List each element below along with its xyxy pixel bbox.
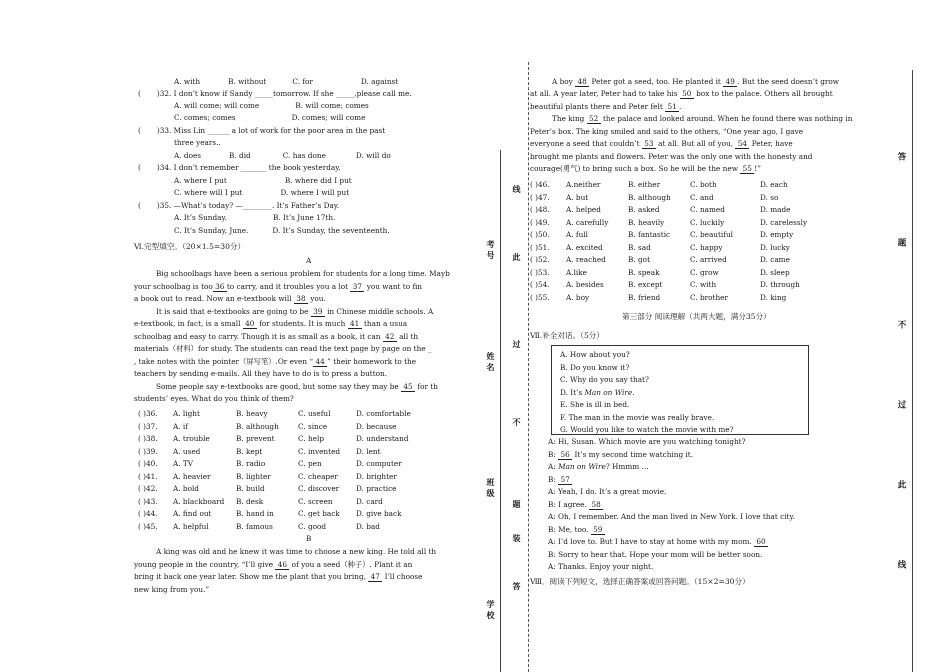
choice-b[interactable]: B. radio (236, 459, 266, 468)
choice-c[interactable]: C. both (690, 180, 717, 189)
choice-b[interactable]: B. got (628, 255, 650, 264)
question-number[interactable]: ( )42. (138, 484, 158, 493)
question-number[interactable]: ( )39. (138, 446, 158, 456)
blank-37[interactable]: 37 (350, 282, 364, 292)
choice-c[interactable]: C. grow (690, 267, 719, 277)
passage-b-cont: A boy 48 Peter got a seed, too. He planted it 49 . But the seed doesn’t grow (552, 77, 839, 86)
blank-48[interactable]: 48 (575, 77, 589, 87)
choice-b[interactable]: B. desk (236, 496, 264, 506)
blank-58[interactable]: 58 (589, 500, 603, 510)
choice-d[interactable]: D. king (760, 292, 787, 302)
passage-b-cont: everyone a seed that couldn’t 53 at all. But all of you, 54 Peter, have (530, 139, 793, 148)
passage-b-line: young people in the country, “I’ll give 46 of you a seed（种子）. Plant it an (134, 560, 413, 569)
choice-d[interactable]: D. card (356, 496, 383, 506)
passage-b-cont: courage(勇气) to bring such a box. So he will be the new 55 !” (530, 164, 761, 173)
choice-c[interactable]: C. and (690, 192, 714, 202)
label-name: 姓名 (486, 352, 496, 374)
question-number[interactable]: ( )47. (530, 192, 550, 202)
question-number[interactable]: ( )52. (530, 255, 550, 264)
choice-a[interactable]: A. boy (566, 292, 590, 302)
choice-d[interactable]: D. bad (356, 521, 380, 531)
choice-c[interactable]: C. since (298, 421, 328, 431)
question-number[interactable]: ( )53. (530, 267, 550, 277)
choice-a[interactable]: A. excited (566, 242, 603, 252)
blank-50[interactable]: 50 (680, 89, 694, 99)
question-number[interactable]: ( )49. (530, 217, 550, 227)
options-box (551, 345, 809, 435)
choice-a[interactable]: A. find out (173, 509, 212, 518)
choice-d[interactable]: D. sleep (760, 267, 790, 277)
choice-a[interactable]: A. but (566, 192, 589, 202)
blank-42[interactable]: 42 (383, 332, 397, 342)
dialog-line: A: Oh, I remember. And the man lived in New York. I love that city. (548, 512, 795, 521)
question-number[interactable]: ( )46. (530, 180, 550, 189)
passage-b-cont: beautiful plants there and Peter felt 51 . (530, 102, 682, 111)
choice-a[interactable]: A. light (173, 409, 200, 418)
section-7-title: Ⅶ.补全对话。（5分） (530, 331, 604, 340)
choice-d[interactable]: D. comfortable (356, 409, 411, 418)
passage-a-line: Some people say e-textbooks are good, but some say they may be 45 for th (156, 382, 438, 391)
choice-d[interactable]: D. so (760, 192, 779, 202)
choice-d[interactable]: D. practice (356, 484, 397, 493)
question-32: ( )32. I don’t know if Sandy _____tomorrow. If she _____,please call me. (138, 89, 412, 98)
dialog-line: B: Sorry to hear that. Hope your mom will be better soon. (548, 550, 763, 559)
choice-d[interactable]: D. computer (356, 459, 402, 468)
choice-a[interactable]: A. carefully (566, 217, 609, 227)
right-mark: 题 (896, 238, 906, 247)
binding-mark: 题 (512, 500, 522, 511)
binding-mark: 不 (512, 418, 522, 429)
choice-a[interactable]: A. bold (173, 484, 199, 493)
passage-b-label: B (306, 534, 312, 543)
dialog-line: A: I’d love to. But I have to stay at home with my mom. 60 (548, 537, 768, 547)
choice-b[interactable]: B. sad (628, 242, 651, 252)
passage-a-line: , take notes with the pointer（屏写笔）.Or even “ 44 ” their homework to the (134, 357, 417, 366)
choice-a[interactable]: A. helped (566, 205, 601, 214)
choice-b[interactable]: B. prevent (236, 434, 275, 443)
choice-b[interactable]: B. heavily (628, 217, 665, 227)
blank-56[interactable]: 56 (558, 450, 572, 460)
choice-a[interactable]: A. TV (173, 459, 194, 468)
choice-a[interactable]: A. reached (566, 255, 606, 264)
passage-a-line: schoolbag and easy to carry. Though it is as small as a book, it can 42 all th (134, 332, 419, 341)
blank-59[interactable]: 59 (591, 525, 605, 535)
choice-b[interactable]: B. fantastic (628, 230, 671, 239)
passage-a-line: Big schoolbags have been a serious problem for students for a long time. Mayb (156, 269, 450, 278)
box-option-c: C. Why do you say that? (560, 375, 649, 384)
question-number[interactable]: ( )50. (530, 230, 550, 239)
choice-c[interactable]: C. invented (298, 446, 341, 456)
blank-39[interactable]: 39 (311, 307, 325, 317)
option-row: A. does B. did C. has done D. will do (174, 151, 391, 160)
dialog-line: B: 57 (548, 475, 572, 485)
passage-b-cont: brought me plants and flowers. Peter was the only one with the honesty and (530, 152, 813, 161)
question-number[interactable]: ( )37. (138, 421, 158, 431)
passage-b-cont: The king 52 the palace and looked around. When he found there was nothing in (552, 114, 853, 123)
passage-b-cont: at all. A year later, Peter had to take his 50 box to the palace. Others all brought (530, 89, 833, 98)
blank-41[interactable]: 41 (348, 319, 362, 329)
choice-c[interactable]: C. arrived (690, 255, 727, 264)
choice-c[interactable]: C. pen (298, 459, 322, 468)
label-exam-number: 考号 (486, 240, 496, 262)
passage-b-line: bring it back one year later. Show me the plant that you bring, 47 I’ll choose (134, 572, 423, 581)
choice-d[interactable]: D. lent (356, 446, 381, 456)
choice-a[interactable]: A.neither (566, 180, 601, 189)
choice-b[interactable]: B. heavy (236, 409, 268, 418)
blank-47[interactable]: 47 (368, 572, 382, 582)
right-mark: 答 (896, 152, 906, 161)
passage-a-line: materials（材料）for study. The students can read the text page by page on the _ (134, 344, 432, 353)
choice-b[interactable]: B. asked (628, 205, 660, 214)
right-margin-line (912, 70, 913, 672)
option-row: C. where will I put D. where I will put (174, 188, 350, 197)
choice-d[interactable]: D. lucky (760, 242, 790, 252)
choice-b[interactable]: B. although (236, 421, 279, 431)
choice-b[interactable]: B. except (628, 280, 663, 289)
label-school: 学校 (486, 600, 496, 622)
dialog-line: B: I agree. 58 (548, 500, 603, 510)
question-number[interactable]: ( )44. (138, 509, 158, 518)
choice-b[interactable]: B. hand in (236, 509, 274, 518)
right-mark: 线 (896, 560, 906, 569)
binding-mark: 装 (512, 534, 522, 545)
choice-c[interactable]: C. good (298, 521, 327, 531)
blank-51[interactable]: 51 (665, 102, 679, 112)
option-row: C. It’s Sunday, June. D. It’s Sunday, the seventeenth. (174, 226, 390, 235)
question-number[interactable]: ( )54. (530, 280, 550, 289)
choice-b[interactable]: B. kept (236, 446, 263, 456)
choice-d[interactable]: D. brighter (356, 471, 397, 481)
choice-b[interactable]: B. build (236, 484, 265, 493)
right-mark: 此 (896, 480, 906, 489)
label-class: 班级 (486, 478, 496, 500)
blank-45[interactable]: 45 (401, 382, 415, 392)
dialog-line: A: Yeah, I do. It’s a great movie. (548, 487, 667, 496)
option-row: A. where I put B. where did I put (174, 176, 352, 185)
choice-c[interactable]: C. discover (298, 484, 340, 493)
choice-c[interactable]: C. beautiful (690, 230, 734, 239)
passage-a-line: It is said that e-textbooks are going to be 39 in Chinese middle schools. A (156, 307, 434, 316)
binding-line (528, 62, 529, 672)
choice-a[interactable]: A. besides (566, 280, 604, 289)
choice-c[interactable]: C. named (690, 205, 725, 214)
choice-d[interactable]: D. carelessly (760, 217, 808, 227)
box-option-f: F. The man in the movie was really brave. (560, 412, 715, 422)
choice-d[interactable]: D. because (356, 421, 397, 431)
question-33: ( )33. Miss Lin ______ a lot of work for the poor area in the past (138, 126, 386, 135)
choice-c[interactable]: C. brother (690, 292, 728, 302)
choice-a[interactable]: A. full (566, 230, 588, 239)
choice-a[interactable]: A. trouble (173, 434, 210, 443)
choice-b[interactable]: B. lighter (236, 471, 271, 481)
passage-b-cont: Peter’s box. The king smiled and said to the others, “One year ago, I gave (530, 127, 804, 136)
box-option-a: A. How about you? (560, 350, 630, 359)
choice-c[interactable]: C. get back (298, 509, 340, 518)
box-option-b: B. Do you know it? (560, 362, 630, 372)
binding-line-solid (500, 150, 501, 672)
blank-49[interactable]: 49 (723, 77, 737, 87)
choice-c[interactable]: C. cheaper (298, 471, 338, 481)
binding-mark: 过 (512, 340, 522, 351)
question-35: ( )35. —What’s today? —________. It’s Father’s Day. (138, 201, 340, 210)
passage-a-label: A (306, 256, 312, 265)
blank-38[interactable]: 38 (294, 294, 308, 304)
blank-60[interactable]: 60 (754, 537, 768, 547)
choice-d[interactable]: D. understand (356, 434, 409, 443)
blank-54[interactable]: 54 (735, 139, 749, 149)
binding-mark: 答 (512, 582, 522, 593)
option-row: A. It’s Sunday. B. It’s June 17th. (174, 213, 336, 222)
choice-d[interactable]: D. through (760, 280, 800, 289)
dialog-line: A: Thanks. Enjoy your night. (548, 562, 654, 571)
passage-a-line: teachers by sending e-mails. All they have to do is to press a button. (134, 369, 388, 378)
right-mark: 过 (896, 400, 906, 409)
question-number[interactable]: ( )41. (138, 471, 158, 481)
dialog-line: B: Me, too. 59 (548, 525, 605, 535)
blank-40[interactable]: 40 (243, 319, 257, 329)
choice-d[interactable]: D. came (760, 255, 790, 264)
part-3-title: 第三部分 阅读理解（共两大题，满分35分） (622, 312, 771, 321)
choice-c[interactable]: C. happy (690, 242, 723, 252)
choice-d[interactable]: D. made (760, 205, 791, 214)
choice-a[interactable]: A.like (566, 267, 587, 277)
section-6-title: Ⅵ.完型填空。（20×1.5=30分） (134, 242, 246, 251)
passage-a-line: a book out to read. Now an e-textbook will 38 you. (134, 294, 326, 303)
choice-b[interactable]: B. friend (628, 292, 661, 302)
choice-b[interactable]: B. either (628, 180, 661, 189)
choice-c[interactable]: C. with (690, 280, 717, 289)
blank-52[interactable]: 52 (587, 114, 601, 124)
option-row: A. with B. without C. for D. against (174, 77, 399, 86)
question-number[interactable]: ( )45. (138, 521, 158, 531)
choice-a[interactable]: A. used (173, 446, 201, 456)
choice-b[interactable]: B. although (628, 192, 671, 202)
question-number[interactable]: ( )48. (530, 205, 550, 214)
passage-a-line: your schoolbag is too 36 to carry, and it troubles you a lot 37 you want to fin (134, 282, 423, 291)
choice-d[interactable]: D. give back (356, 509, 402, 518)
choice-b[interactable]: B. speak (628, 267, 660, 277)
blank-55[interactable]: 55 (740, 164, 754, 174)
blank-53[interactable]: 53 (642, 139, 656, 149)
question-number[interactable]: ( )36. (138, 409, 158, 418)
question-34: ( )34. I don’t remember _______ the book yesterday. (138, 163, 341, 172)
option-row: A. will come; will come B. will come; comes (174, 101, 369, 110)
option-row: C. comes; comes D. comes; will come (174, 113, 366, 122)
question-number[interactable]: ( )38. (138, 434, 158, 443)
box-option-d: D. It’s Man on Wire. (560, 387, 635, 397)
binding-mark: 此 (512, 253, 522, 264)
passage-a-line: students’ eyes. What do you think of them? (134, 394, 294, 403)
blank-46[interactable]: 46 (275, 560, 289, 570)
dialog-line: B: 56 It’s my second time watching it. (548, 450, 694, 459)
question-33-cont: three years.. (174, 138, 221, 147)
passage-a-line: e-textbook, in fact, is a small 40 for students. It is much 41 than a usua (134, 319, 408, 328)
choice-d[interactable]: D. each (760, 180, 788, 189)
dialog-line: A: Hi, Susan. Which movie are you watching tonight? (548, 437, 746, 446)
blank-44[interactable]: 44 (313, 357, 327, 367)
box-option-g: G. Would you like to watch the movie with me? (560, 425, 734, 434)
question-number[interactable]: ( )40. (138, 459, 158, 468)
blank-36[interactable]: 36 (213, 282, 227, 292)
box-option-e: E. She is ill in bed. (560, 400, 630, 409)
question-number[interactable]: ( )43. (138, 496, 158, 506)
choice-a[interactable]: A. if (173, 421, 188, 431)
choice-a[interactable]: A. blackboard (173, 496, 225, 506)
question-number[interactable]: ( )55. (530, 292, 550, 302)
choice-c[interactable]: C. screen (298, 496, 333, 506)
choice-d[interactable]: D. empty (760, 230, 794, 239)
dialog-line: A: Man on Wire? Hmmm … (548, 462, 649, 471)
binding-mark: 线 (512, 185, 522, 196)
choice-a[interactable]: A. helpful (173, 521, 209, 531)
passage-b-line: new king from you.” (134, 585, 210, 594)
choice-c[interactable]: C. luckily (690, 217, 725, 227)
choice-c[interactable]: C. useful (298, 409, 331, 418)
choice-c[interactable]: C. help (298, 434, 324, 443)
section-8-title: Ⅷ．阅读下列短文，选择正确答案或回答问题。（15×2=30分） (530, 577, 750, 586)
choice-b[interactable]: B. famous (236, 521, 273, 531)
passage-b-line: A king was old and he knew it was time to choose a new king. He told all th (156, 547, 437, 556)
blank-57[interactable]: 57 (558, 475, 572, 485)
choice-a[interactable]: A. heavier (173, 471, 211, 481)
right-mark: 不 (896, 320, 906, 329)
question-number[interactable]: ( )51. (530, 242, 550, 252)
